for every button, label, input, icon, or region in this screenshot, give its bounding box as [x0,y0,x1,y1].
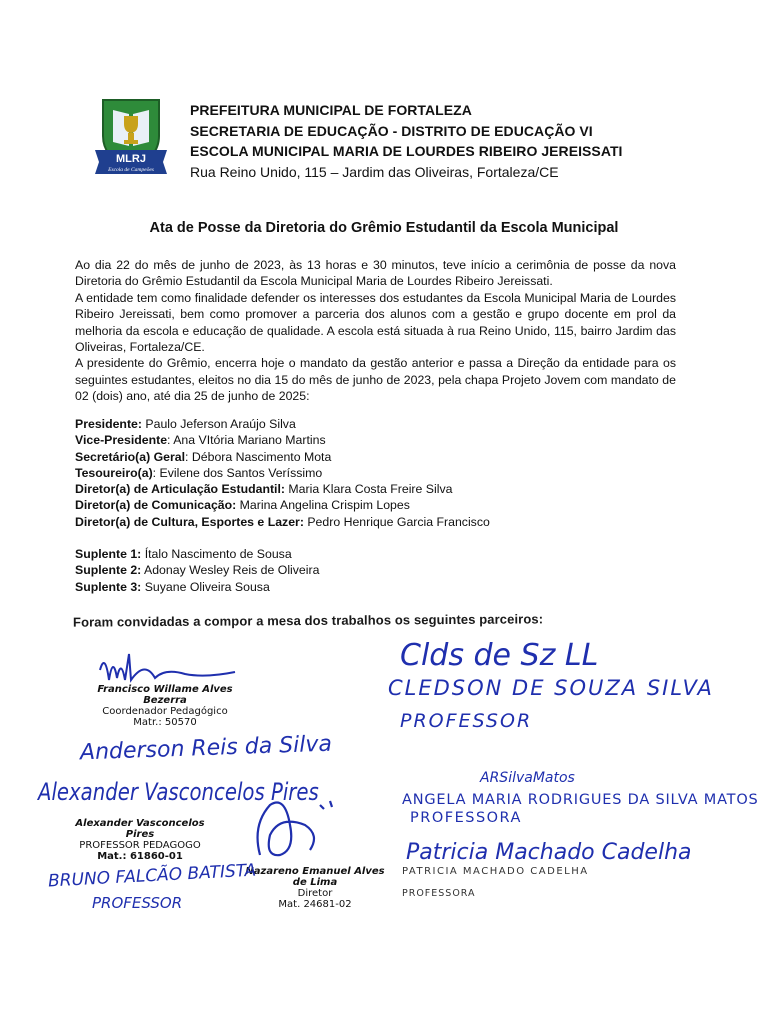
board-list [75,416,676,530]
handwritten-bruno-name: BRUNO FALCÃO BATISTA [47,860,257,892]
paragraph: A presidente do Grêmio, encerra hoje o mandato da gestão anterior e passa a Direção da entidade para os seguintes estudantes, eleitos no dia 15 do mês de junho de 2023, pela chapa Projeto Jovem com mandato de 02 (dois) ano, até dia 25 de junho de 2025: [75,356,676,404]
signature-angela: ARSilvaMatos [480,770,575,786]
board-row: Diretor(a) de Comunicação: Marina Angelina Crispim Lopes [75,498,410,513]
body-text [75,257,676,405]
board-row: Vice-Presidente: Ana VItória Mariano Martins [75,433,326,448]
header-line-1: PREFEITURA MUNICIPAL DE FORTALEZA [190,102,472,118]
substitute-row: Suplente 2: Adonay Wesley Reis de Oliveira [75,563,320,578]
handwritten-cledson-role: PROFESSOR [400,710,533,732]
board-row: Diretor(a) de Articulação Estudantil: Maria Klara Costa Freire Silva [75,482,453,497]
stamp-willame: Francisco Willame Alves Bezerra Coordenador Pedagógico Matr.: 50570 [97,684,233,728]
document-title: Ata de Posse da Diretoria do Grêmio Estudantil da Escola Municipal [149,220,619,236]
handwritten-patricia-role: PROFESSORA [402,888,476,899]
paragraph: Ao dia 22 do mês de junho de 2023, às 13 horas e 30 minutos, teve início a cerimônia de posse da nova Diretoria do Grêmio Estudantil da Escola Municipal Maria de Lourdes Ribeiro Jereissati. [75,258,676,289]
signature-alexander: Alexander Vasconcelos Pires [38,778,319,806]
handwritten-cledson-name: CLEDSON DE SOUZA SILVA [388,676,714,700]
substitutes-list [75,546,676,595]
stamp-nazareno: Nazareno Emanuel Alves de Lima Diretor Mat. 24681-02 [245,866,385,910]
paragraph: A entidade tem como finalidade defender os interesses dos estudantes da Escola Municipal Maria de Lourdes Ribeiro Jereissati, bem como promover a parceria dos alunos com a gestão e grupo docente em prol da melhoria da escola e educação de qualidade. A escola está situada à rua Reino Unido, 115, bairro Jardim das Oliveiras, Fortaleza/CE. [75,290,676,355]
header-address: Rua Reino Unido, 115 – Jardim das Oliveiras, Fortaleza/CE [190,163,559,180]
handwritten-bruno-role: PROFESSOR [92,894,183,912]
signature-cledson: Clds de Sz LL [400,638,599,673]
substitute-row: Suplente 3: Suyane Oliveira Sousa [75,579,270,594]
header-line-2: SECRETARIA DE EDUCAÇÃO - DISTRITO DE EDUCAÇÃO VI [190,122,593,139]
school-logo [93,96,169,180]
handwritten-angela-name: ANGELA MARIA RODRIGUES DA SILVA MATOS [402,792,759,808]
board-row: Secretário(a) Geral: Débora Nascimento Mota [75,449,332,464]
board-row: Diretor(a) de Cultura, Esportes e Lazer: Pedro Henrique Garcia Francisco [75,514,490,529]
handwritten-angela-role: PROFESSORA [410,810,522,826]
signature-anderson: Anderson Reis da Silva [79,731,333,766]
logo-motto: Escola de Campeões [108,167,154,173]
logo-label: MLRJ [116,153,146,165]
signature-nazareno [250,795,350,865]
invite-line: Foram convidadas a compor a mesa dos trabalhos os seguintes parceiros: [72,611,544,630]
stamp-alexander: Alexander Vasconcelos Pires PROFESSOR PEDAGOGO Mat.: 61860-01 [75,818,205,862]
letterhead [190,100,750,182]
handwritten-patricia-name: PATRICIA MACHADO CADELHA [402,866,589,877]
substitute-row: Suplente 1: Ítalo Nascimento de Sousa [75,547,292,561]
header-line-3: ESCOLA MUNICIPAL MARIA DE LOURDES RIBEIRO JEREISSATI [190,143,623,159]
board-row: Presidente: Paulo Jeferson Araújo Silva [75,417,296,431]
signature-patricia: Patricia Machado Cadelha [406,840,692,865]
board-row: Tesoureiro(a): Evilene dos Santos Veríssimo [75,465,323,480]
